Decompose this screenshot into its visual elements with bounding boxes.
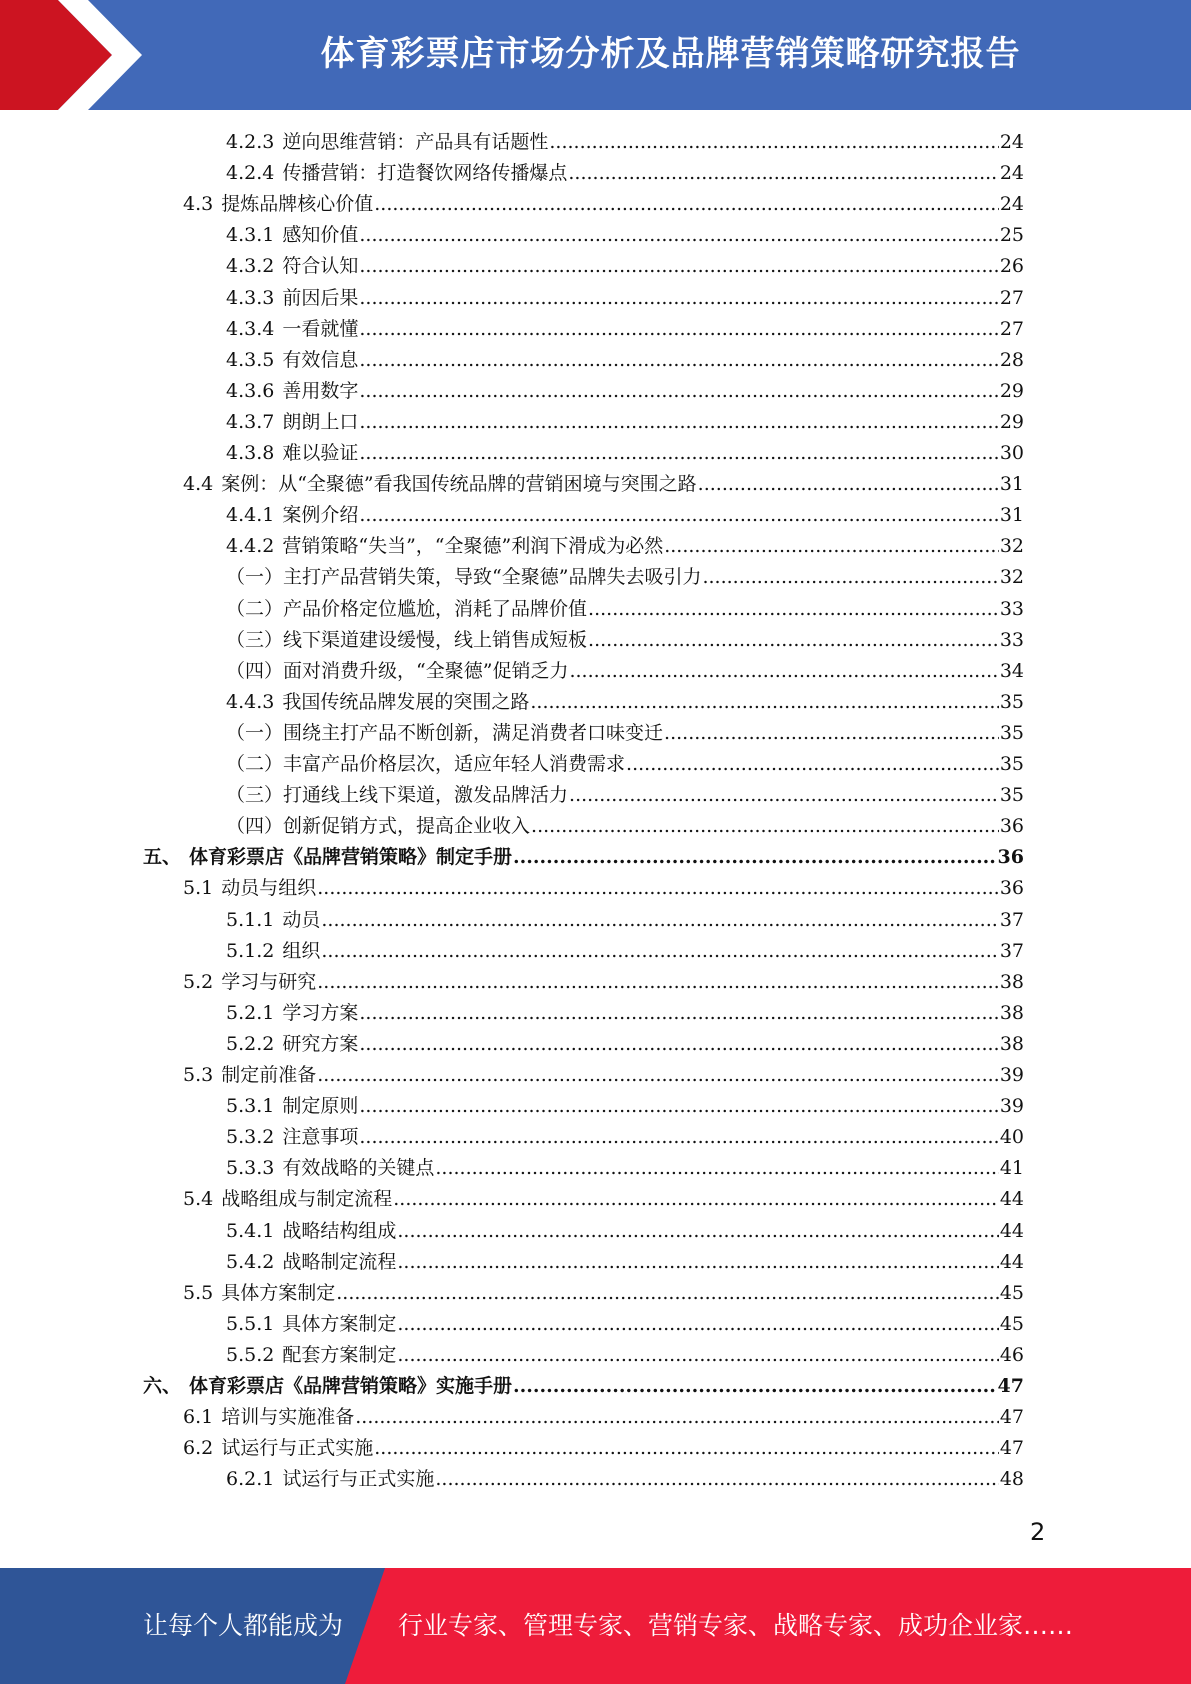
toc-dot-leader bbox=[397, 1309, 998, 1340]
toc-dot-leader bbox=[393, 1184, 999, 1215]
toc-entry-page: 31 bbox=[999, 504, 1024, 527]
toc-entry-title: 围绕主打产品不断创新，满足消费者口味变迁 bbox=[283, 721, 664, 744]
toc-entry-title: 打通线上线下渠道，激发品牌活力 bbox=[283, 784, 569, 807]
toc-entry[interactable] bbox=[226, 749, 1024, 780]
toc-entry-page: 35 bbox=[999, 784, 1024, 807]
toc-entry-title: 主打产品营销失策，导致“全聚德”品牌失去吸引力 bbox=[283, 566, 702, 589]
toc-dot-leader bbox=[359, 251, 998, 282]
toc-dot-leader bbox=[702, 562, 998, 593]
toc-entry-page: 44 bbox=[999, 1250, 1024, 1273]
toc-entry-title: 我国传统品牌发展的突围之路 bbox=[282, 690, 530, 713]
toc-entry-number: 4.4.3 bbox=[226, 690, 275, 713]
toc-entry-page: 35 bbox=[999, 690, 1024, 713]
toc-entry[interactable] bbox=[226, 1216, 1024, 1247]
toc-entry[interactable] bbox=[226, 594, 1024, 625]
toc-entry-title: 制定前准备 bbox=[221, 1064, 317, 1086]
toc-dot-leader bbox=[359, 1029, 998, 1060]
toc-entry-title: 难以验证 bbox=[282, 442, 359, 464]
toc-entry-title: 战略制定流程 bbox=[282, 1250, 397, 1273]
toc-entry-title: 产品价格定位尴尬，消耗了品牌价值 bbox=[283, 597, 588, 620]
header-banner bbox=[0, 0, 1191, 110]
toc-entry-page: 45 bbox=[999, 1312, 1024, 1335]
toc-entry-title: 感知价值 bbox=[282, 224, 359, 247]
toc-entry-number: （三） bbox=[226, 628, 284, 651]
toc-entry-number: 4.3.4 bbox=[226, 317, 275, 340]
toc-entry-number: 5.1.2 bbox=[226, 939, 275, 962]
toc-entry-number: 4.4.1 bbox=[226, 504, 275, 527]
toc-entry-number: 6.2 bbox=[183, 1437, 214, 1460]
toc-entry-page: 48 bbox=[999, 1468, 1024, 1491]
toc-entry-title: 有效信息 bbox=[282, 348, 359, 371]
toc-entry[interactable] bbox=[226, 1340, 1024, 1371]
footer-slogan-right: 行业专家、管理专家、营销专家、战略专家、成功企业家…… bbox=[398, 1611, 1074, 1640]
toc-entry-number: （二） bbox=[226, 753, 284, 775]
toc-entry-page: 38 bbox=[999, 1001, 1024, 1024]
toc-entry[interactable] bbox=[183, 873, 1024, 904]
toc-dot-leader bbox=[374, 189, 999, 220]
toc-entry-page: 24 bbox=[999, 162, 1024, 185]
toc-entry-title: 注意事项 bbox=[282, 1126, 359, 1149]
toc-entry-title: 战略结构组成 bbox=[282, 1219, 397, 1242]
toc-entry-number: 5.2.2 bbox=[226, 1032, 275, 1055]
toc-entry-title: 营销策略“失当”，“全聚德”利润下滑成为必然 bbox=[282, 535, 664, 558]
toc-entry-page: 44 bbox=[999, 1188, 1024, 1211]
toc-entry-number: （一） bbox=[226, 721, 284, 744]
toc-entry[interactable] bbox=[226, 345, 1024, 376]
toc-entry[interactable] bbox=[143, 842, 1024, 873]
toc-entry-number: 5.5.1 bbox=[226, 1312, 275, 1335]
toc-entry-number: 5.2.1 bbox=[226, 1001, 275, 1024]
toc-entry-number: 4.2.4 bbox=[226, 162, 275, 185]
toc-dot-leader bbox=[359, 1091, 998, 1122]
toc-entry-title: 丰富产品价格层次，适应年轻人消费需求 bbox=[283, 753, 626, 775]
toc-entry-page: 45 bbox=[999, 1281, 1024, 1304]
toc-dot-leader bbox=[397, 1216, 998, 1247]
toc-dot-leader bbox=[317, 1060, 999, 1091]
toc-entry-page: 34 bbox=[999, 659, 1024, 682]
toc-entry[interactable] bbox=[226, 998, 1024, 1029]
toc-entry-number: （三） bbox=[226, 784, 284, 807]
toc-entry-title: 试运行与正式实施 bbox=[221, 1437, 374, 1460]
toc-entry-page: 32 bbox=[999, 566, 1024, 589]
toc-entry-page: 36 bbox=[999, 877, 1024, 900]
toc-entry-number: 5.1 bbox=[183, 877, 214, 900]
toc-entry-title: 有效战略的关键点 bbox=[282, 1157, 435, 1180]
toc-entry[interactable] bbox=[226, 656, 1024, 687]
toc-dot-leader bbox=[336, 1278, 999, 1309]
toc-dot-leader bbox=[530, 687, 998, 718]
toc-entry-number: 4.4.2 bbox=[226, 535, 275, 558]
toc-entry-title: 培训与实施准备 bbox=[221, 1406, 355, 1429]
toc-dot-leader bbox=[359, 345, 998, 376]
toc-entry-page: 41 bbox=[999, 1157, 1024, 1180]
toc-entry-number: 4.3.3 bbox=[226, 286, 275, 309]
toc-entry-title: 面对消费升级，“全聚德”促销乏力 bbox=[283, 659, 569, 682]
toc-entry-number: 5.2 bbox=[183, 970, 214, 993]
toc-entry[interactable] bbox=[143, 1371, 1024, 1402]
toc-entry[interactable] bbox=[226, 1091, 1024, 1122]
toc-dot-leader bbox=[569, 780, 999, 811]
toc-entry-page: 27 bbox=[999, 317, 1024, 340]
toc-entry-page: 39 bbox=[999, 1095, 1024, 1118]
toc-entry[interactable] bbox=[226, 127, 1024, 158]
toc-dot-leader bbox=[531, 811, 999, 842]
toc-dot-leader bbox=[359, 1122, 998, 1153]
toc-entry-number: （四） bbox=[226, 815, 284, 838]
toc-entry-number: （四） bbox=[226, 659, 284, 682]
toc-entry-title: 朗朗上口 bbox=[282, 410, 359, 433]
toc-dot-leader bbox=[568, 158, 998, 189]
toc-dot-leader bbox=[588, 625, 999, 656]
toc-entry-title: 动员 bbox=[282, 908, 321, 931]
toc-entry[interactable] bbox=[226, 687, 1024, 718]
toc-entry[interactable] bbox=[226, 376, 1024, 407]
toc-entry-page: 29 bbox=[999, 410, 1024, 433]
toc-entry-page: 35 bbox=[999, 721, 1024, 744]
toc-dot-leader bbox=[317, 967, 999, 998]
toc-entry-page: 33 bbox=[999, 597, 1024, 620]
toc-dot-leader bbox=[626, 749, 999, 780]
toc-entry-number: 4.3.2 bbox=[226, 255, 275, 278]
toc-entry-number: （二） bbox=[226, 597, 284, 620]
toc-dot-leader bbox=[569, 656, 998, 687]
toc-dot-leader bbox=[374, 1433, 999, 1464]
toc-entry-title: 具体方案制定 bbox=[221, 1281, 336, 1304]
toc-entry-number: 4.3.6 bbox=[226, 379, 275, 402]
toc-entry-title: 战略组成与制定流程 bbox=[221, 1188, 393, 1211]
toc-entry-number: 5.1.1 bbox=[226, 908, 275, 931]
toc-entry-page: 47 bbox=[999, 1406, 1024, 1429]
toc-entry-page: 35 bbox=[999, 753, 1024, 775]
toc-dot-leader bbox=[664, 531, 999, 562]
toc-entry[interactable] bbox=[183, 1433, 1024, 1464]
toc-entry-title: 线下渠道建设缓慢，线上销售成短板 bbox=[283, 628, 588, 651]
toc-entry-page: 40 bbox=[999, 1126, 1024, 1149]
toc-entry-number: 4.3.5 bbox=[226, 348, 275, 371]
toc-entry[interactable] bbox=[226, 625, 1024, 656]
toc-entry-title: 案例介绍 bbox=[282, 504, 359, 527]
toc-dot-leader bbox=[359, 283, 998, 314]
toc-dot-leader bbox=[359, 407, 998, 438]
toc-entry[interactable] bbox=[226, 1464, 1024, 1495]
toc-entry-number: 4.3.1 bbox=[226, 224, 275, 247]
toc-entry-page: 37 bbox=[999, 939, 1024, 962]
toc-entry[interactable] bbox=[226, 718, 1024, 749]
toc-entry-title: 体育彩票店《品牌营销策略》制定手册 bbox=[189, 846, 513, 869]
toc-entry-page: 33 bbox=[999, 628, 1024, 651]
footer-slogan-left: 让每个人都能成为 bbox=[143, 1611, 344, 1640]
document-title: 体育彩票店市场分析及品牌营销策略研究报告 bbox=[320, 34, 1021, 74]
toc-entry-title: 创新促销方式，提高企业收入 bbox=[283, 815, 531, 838]
toc-entry[interactable] bbox=[183, 189, 1024, 220]
toc-entry[interactable] bbox=[183, 469, 1024, 500]
toc-entry[interactable] bbox=[226, 780, 1024, 811]
toc-entry-title: 制定原则 bbox=[282, 1095, 359, 1118]
toc-entry-number: 4.4 bbox=[183, 473, 214, 496]
toc-entry[interactable] bbox=[226, 438, 1024, 469]
toc-entry-number: 5.4 bbox=[183, 1188, 214, 1211]
toc-entry-title: 具体方案制定 bbox=[282, 1312, 397, 1335]
toc-entry-page: 39 bbox=[999, 1064, 1024, 1086]
toc-entry-page: 37 bbox=[999, 908, 1024, 931]
toc-entry-title: 体育彩票店《品牌营销策略》实施手册 bbox=[189, 1375, 513, 1397]
toc-entry-number: 6.2.1 bbox=[226, 1468, 275, 1491]
toc-entry[interactable] bbox=[226, 1122, 1024, 1153]
toc-entry-number: 5.3.1 bbox=[226, 1095, 275, 1118]
toc-entry[interactable] bbox=[226, 1153, 1024, 1184]
toc-entry-number: 5.5 bbox=[183, 1281, 214, 1304]
toc-entry-title: 前因后果 bbox=[282, 286, 359, 309]
toc-dot-leader bbox=[397, 1247, 998, 1278]
toc-dot-leader bbox=[359, 500, 998, 531]
toc-entry-title: 传播营销：打造餐饮网络传播爆点 bbox=[282, 162, 568, 185]
toc-entry[interactable] bbox=[183, 1184, 1024, 1215]
toc-entry[interactable] bbox=[226, 1029, 1024, 1060]
toc-entry-number: 4.3.8 bbox=[226, 442, 275, 464]
toc-entry-page: 47 bbox=[999, 1437, 1024, 1460]
toc-entry-page: 28 bbox=[999, 348, 1024, 371]
toc-entry-number: 5.3 bbox=[183, 1064, 214, 1086]
toc-entry-title: 学习方案 bbox=[282, 1001, 359, 1024]
toc-entry-title: 符合认知 bbox=[282, 255, 359, 278]
toc-entry[interactable] bbox=[226, 251, 1024, 282]
toc-entry-number: 5.5.2 bbox=[226, 1343, 275, 1366]
page-number: 2 bbox=[1030, 1518, 1046, 1546]
toc-dot-leader bbox=[588, 594, 999, 625]
toc-entry[interactable] bbox=[183, 1060, 1024, 1091]
toc-entry-number: 4.3.7 bbox=[226, 410, 275, 433]
toc-entry[interactable] bbox=[226, 500, 1024, 531]
toc-entry-number: 6.1 bbox=[183, 1406, 214, 1429]
toc-entry-title: 逆向思维营销：产品具有话题性 bbox=[282, 131, 549, 153]
toc-entry[interactable] bbox=[183, 1402, 1024, 1433]
toc-entry[interactable] bbox=[226, 314, 1024, 345]
toc-entry-number: 五、 bbox=[143, 846, 182, 869]
toc-entry[interactable] bbox=[226, 1247, 1024, 1278]
toc-entry-title: 案例：从“全聚德”看我国传统品牌的营销困境与突围之路 bbox=[221, 473, 697, 496]
toc-dot-leader bbox=[513, 842, 997, 873]
toc-entry-page: 26 bbox=[999, 255, 1024, 278]
toc-entry[interactable] bbox=[226, 158, 1024, 189]
footer-banner bbox=[0, 1568, 1191, 1684]
toc-dot-leader bbox=[549, 127, 998, 158]
toc-entry-page: 47 bbox=[997, 1375, 1024, 1397]
toc-entry-page: 44 bbox=[999, 1219, 1024, 1242]
toc-dot-leader bbox=[435, 1464, 998, 1495]
toc-entry-title: 研究方案 bbox=[282, 1032, 359, 1055]
toc-entry[interactable] bbox=[226, 283, 1024, 314]
toc-entry-title: 善用数字 bbox=[282, 379, 359, 402]
toc-entry-title: 动员与组织 bbox=[221, 877, 317, 900]
toc-dot-leader bbox=[355, 1402, 999, 1433]
toc-entry[interactable] bbox=[226, 811, 1024, 842]
toc-entry-page: 27 bbox=[999, 286, 1024, 309]
toc-dot-leader bbox=[435, 1153, 998, 1184]
toc-entry-number: 5.3.2 bbox=[226, 1126, 275, 1149]
toc-entry[interactable] bbox=[183, 1278, 1024, 1309]
toc-dot-leader bbox=[513, 1371, 997, 1402]
toc-entry-page: 46 bbox=[999, 1343, 1024, 1366]
toc-entry-number: 5.3.3 bbox=[226, 1157, 275, 1180]
toc-entry[interactable] bbox=[226, 905, 1024, 936]
toc-entry-page: 25 bbox=[999, 224, 1024, 247]
toc-entry-page: 31 bbox=[999, 473, 1024, 496]
toc-entry[interactable] bbox=[183, 967, 1024, 998]
toc-dot-leader bbox=[664, 718, 999, 749]
toc-entry-number: 5.4.1 bbox=[226, 1219, 275, 1242]
toc-entry-title: 一看就懂 bbox=[282, 317, 359, 340]
toc-entry-page: 29 bbox=[999, 379, 1024, 402]
header-arrow-decoration bbox=[0, 0, 200, 110]
toc-entry[interactable] bbox=[226, 407, 1024, 438]
toc-entry-number: 六、 bbox=[143, 1375, 182, 1397]
toc-dot-leader bbox=[397, 1340, 998, 1371]
toc-entry-title: 提炼品牌核心价值 bbox=[221, 193, 374, 216]
toc-entry-page: 32 bbox=[999, 535, 1024, 558]
toc-dot-leader bbox=[359, 314, 998, 345]
toc-entry-number: 4.3 bbox=[183, 193, 214, 216]
toc-dot-leader bbox=[359, 998, 998, 1029]
toc-entry-number: （一） bbox=[226, 566, 284, 589]
toc-dot-leader bbox=[698, 469, 999, 500]
toc-dot-leader bbox=[321, 905, 998, 936]
toc-entry-page: 38 bbox=[999, 1032, 1024, 1055]
toc-entry-title: 组织 bbox=[282, 939, 321, 962]
toc-entry[interactable] bbox=[226, 531, 1024, 562]
toc-entry[interactable] bbox=[226, 220, 1024, 251]
toc-entry-page: 24 bbox=[999, 193, 1024, 216]
toc-entry-page: 36 bbox=[999, 815, 1024, 838]
toc-entry-page: 36 bbox=[997, 846, 1024, 869]
toc-entry-page: 38 bbox=[999, 970, 1024, 993]
toc-entry-number: 4.2.3 bbox=[226, 131, 275, 153]
toc-entry-title: 配套方案制定 bbox=[282, 1343, 397, 1366]
toc-entry-page: 24 bbox=[999, 131, 1024, 153]
toc-dot-leader bbox=[359, 376, 998, 407]
toc-dot-leader bbox=[321, 936, 998, 967]
toc-dot-leader bbox=[359, 220, 998, 251]
toc-entry[interactable] bbox=[226, 936, 1024, 967]
toc-dot-leader bbox=[317, 873, 999, 904]
toc-entry[interactable] bbox=[226, 1309, 1024, 1340]
toc-entry-title: 试运行与正式实施 bbox=[282, 1468, 435, 1491]
toc-entry-title: 学习与研究 bbox=[221, 970, 317, 993]
toc-entry[interactable] bbox=[226, 562, 1024, 593]
toc-entry-page: 30 bbox=[999, 442, 1024, 464]
toc-entry-number: 5.4.2 bbox=[226, 1250, 275, 1273]
toc-dot-leader bbox=[359, 438, 998, 469]
